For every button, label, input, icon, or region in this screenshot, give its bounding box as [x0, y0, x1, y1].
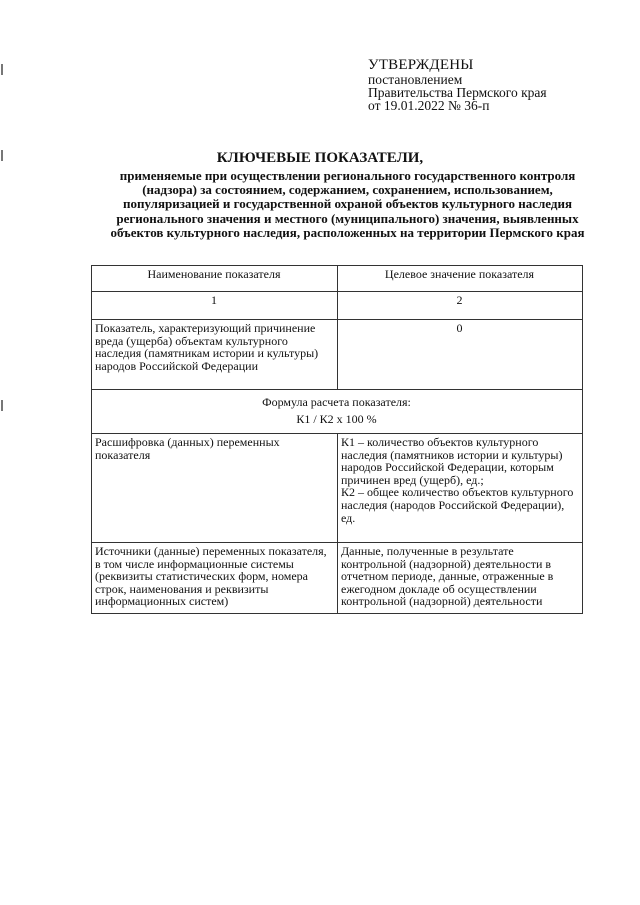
sources-value: Данные, полученные в результате контрольной (надзорной) деятельности в отчетном периоде, данные, отраженные в ежегодном докладе об осуществлении контрольной (надзорной) деятельности — [338, 543, 583, 614]
indicator-target-value: 0 — [338, 320, 583, 390]
table-row — [92, 434, 583, 543]
indicators-table — [91, 265, 583, 614]
formula-cell — [92, 390, 583, 434]
approval-heading: УТВЕРЖДЕНЫ — [368, 57, 474, 73]
variables-label: Расшифровка (данных) переменных показателя — [92, 434, 338, 543]
column-number: 2 — [338, 292, 583, 320]
column-header-name: Наименование показателя — [92, 266, 338, 292]
document-title: КЛЮЧЕВЫЕ ПОКАЗАТЕЛИ, — [216, 150, 424, 166]
column-number-row — [92, 292, 583, 320]
variable-k2: К2 – общее количество объектов культурного наследия (народов Российской Федерации), ед. — [341, 485, 574, 525]
indicator-name: Показатель, характеризующий причинение вреда (ущерба) объектам культурного наследия (памятникам истории и культуры) народов Российской Федерации — [92, 320, 338, 390]
approval-line: постановлением — [368, 72, 463, 87]
approval-block — [368, 58, 628, 112]
variable-k1: К1 – количество объектов культурного наследия (памятников истории и культуры) народов Российской Федерации, которым причинен вред (ущерб), ед.; — [341, 435, 563, 487]
table-row — [92, 320, 583, 390]
table-header-row — [92, 266, 583, 292]
approval-line: Правительства Пермского края — [368, 85, 547, 100]
formula-row — [92, 390, 583, 434]
document-subtitle: применяемые при осуществлении регионального государственного контроля (надзора) за состоянием, содержанием, сохранением, использованием, популяризацией и государственной охраной объектов культурного наследия регионального значения и местного (муниципального) значения, выявленных объектов культурного наследия, расположенных на территории Пермского края — [110, 168, 585, 240]
formula-label: Формула расчета показателя: — [262, 395, 411, 409]
edge-mark — [1, 400, 3, 411]
sources-label: Источники (данные) переменных показателя, в том числе информационные системы (реквизиты статистических форм, номера строк, наименования и реквизиты информационных систем) — [92, 543, 338, 614]
formula-expression: К1 / К2 х 100 % — [296, 411, 377, 426]
table-row — [92, 543, 583, 614]
column-number: 1 — [92, 292, 338, 320]
approval-date-number: от 19.01.2022 № 36-п — [368, 98, 490, 113]
variables-definitions — [338, 434, 583, 543]
edge-mark — [1, 64, 3, 75]
column-header-target: Целевое значение показателя — [338, 266, 583, 292]
